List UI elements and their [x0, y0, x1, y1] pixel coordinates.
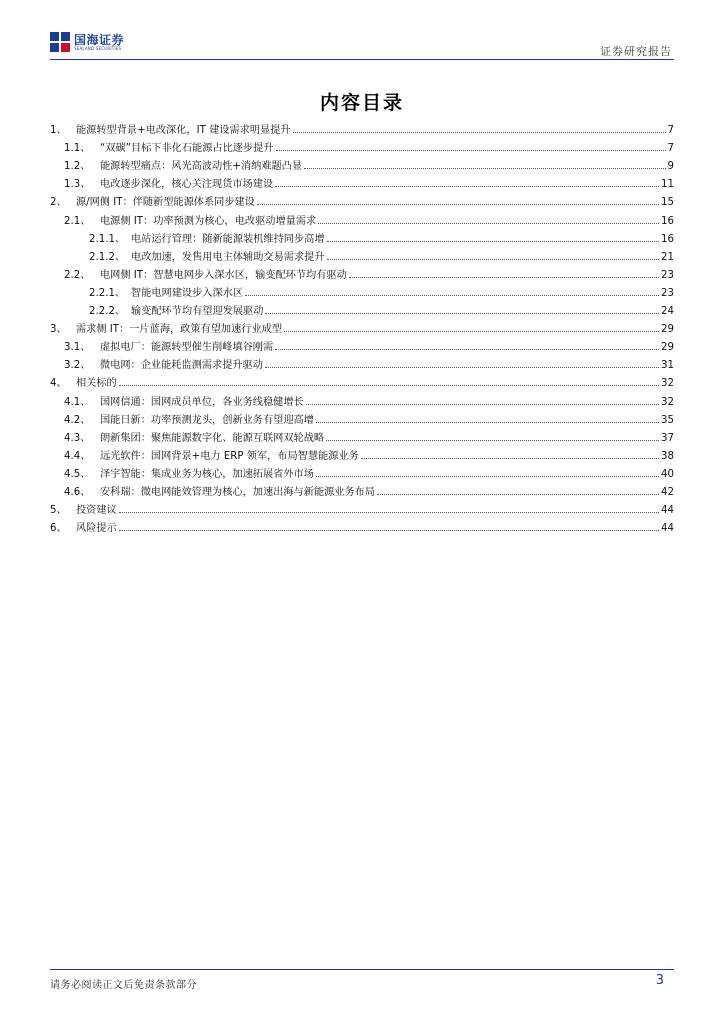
toc-entry[interactable] [50, 136, 674, 154]
page-number: 3 [655, 973, 664, 988]
toc-entry-title: 微电网：企业能耗监测需求提升驱动 [100, 360, 263, 372]
toc-entry-number: 2.1.2、 [89, 251, 126, 263]
toc-leader-dots [265, 366, 659, 368]
toc-entry[interactable] [50, 462, 674, 480]
toc-entry-title: 相关标的 [76, 378, 117, 390]
toc-entry-title: 国网信通：国网成员单位，各业务线稳健增长 [100, 396, 304, 408]
toc-leader-dots [316, 421, 659, 423]
toc-entry-number: 4.6、 [64, 486, 91, 498]
toc-leader-dots [306, 403, 659, 405]
toc-entry-number: 4.3、 [64, 432, 91, 444]
toc-entry[interactable] [50, 389, 674, 407]
toc-entry-page: 38 [661, 450, 674, 462]
toc-entry-title: 国能日新：功率预测龙头，创新业务有望迎高增 [100, 414, 314, 426]
toc-entry-number: 1、 [50, 125, 67, 137]
toc-entry-page: 44 [661, 505, 674, 517]
toc-entry-number: 1.3、 [64, 179, 91, 191]
toc-entry-page: 44 [661, 523, 674, 535]
toc-entry-page: 16 [661, 233, 674, 245]
toc-entry[interactable] [50, 172, 674, 190]
toc-entry-title: 远光软件：国网背景+电力 ERP 领军，布局智慧能源业务 [100, 450, 359, 462]
toc-entry-page: 29 [661, 324, 674, 336]
toc-entry-title: 泽宇智能：集成业务为核心，加速拓展省外市场 [100, 468, 314, 480]
toc-entry-title: 电源侧 IT：功率预测为核心，电改驱动增量需求 [100, 215, 317, 227]
toc-entry-number: 4.2、 [64, 414, 91, 426]
toc-leader-dots [119, 511, 659, 513]
footer-disclaimer: 请务必阅读正文后免责条款部分 [50, 980, 197, 991]
toc-leader-dots [265, 312, 659, 314]
logo-name-cn: 国海证券 [74, 32, 125, 47]
toc-entry[interactable] [50, 299, 674, 317]
toc-leader-dots [284, 330, 659, 332]
toc-entry-number: 4.1、 [64, 396, 91, 408]
toc-entry-number: 4、 [50, 378, 67, 390]
page-header [0, 0, 724, 62]
toc-entry-number: 4.5、 [64, 468, 91, 480]
toc-entry-title: 投资建议 [76, 505, 117, 517]
toc-leader-dots [327, 258, 659, 260]
toc-entry-number: 3.1、 [64, 342, 91, 354]
toc-entry-page: 35 [661, 414, 674, 426]
toc-entry-page: 7 [667, 143, 674, 155]
toc-entry-title: 电网侧 IT：智慧电网步入深水区，输变配环节均有驱动 [100, 269, 347, 281]
toc-entry-number: 2.1.1、 [89, 233, 126, 245]
toc-leader-dots [119, 384, 659, 386]
header-divider [50, 59, 674, 60]
toc-entry[interactable] [50, 118, 674, 136]
toc-entry-title: 源/网侧 IT：伴随新型能源体系同步建设 [76, 197, 255, 209]
toc-entry-page: 24 [661, 306, 674, 318]
report-type-label: 证券研究报告 [600, 45, 672, 58]
toc-leader-dots [377, 493, 659, 495]
toc-entry-title: 电改加速，发售用电主体辅助交易需求提升 [131, 251, 325, 263]
toc-entry-title: 需求侧 IT：一片蓝海，政策有望加速行业成型 [76, 324, 283, 336]
toc-entry[interactable] [50, 426, 674, 444]
toc-leader-dots [276, 149, 666, 151]
toc-entry-title: 智能电网建设步入深水区 [131, 287, 244, 299]
toc-entry-page: 42 [661, 486, 674, 498]
toc-entry[interactable] [50, 335, 674, 353]
toc-leader-dots [349, 276, 659, 278]
toc-entry-title: 风险提示 [76, 523, 117, 535]
toc-entry-title: 安科瑞：微电网能效管理为核心，加速出海与新能源业务布局 [100, 486, 376, 498]
toc-entry-title: 能源转型痛点：风光高波动性+消纳难题凸显 [100, 161, 303, 173]
toc-leader-dots [119, 529, 659, 531]
page-title: 内容目录 [319, 92, 404, 114]
toc-entry[interactable] [50, 498, 674, 516]
toc-entry-page: 23 [661, 287, 674, 299]
toc-entry-page: 31 [661, 360, 674, 372]
toc-entry-title: 能源转型背景+电改深化，IT 建设需求明显提升 [76, 125, 291, 137]
toc-leader-dots [245, 294, 659, 296]
toc-leader-dots [327, 240, 659, 242]
toc-entry[interactable] [50, 444, 674, 462]
toc-entry-page: 32 [661, 378, 674, 390]
toc-entry-number: 2.2.1、 [89, 287, 126, 299]
toc-entry-number: 2、 [50, 197, 67, 209]
table-of-contents [50, 118, 674, 534]
toc-entry[interactable] [50, 317, 674, 335]
footer-divider [50, 969, 674, 970]
toc-entry-number: 2.1、 [64, 215, 91, 227]
logo-name-en: SEALAND SECURITIES [74, 45, 122, 51]
toc-entry-title: 电站运行管理：随新能源装机维持同步高增 [131, 233, 325, 245]
toc-entry[interactable] [50, 227, 674, 245]
toc-entry-title: 电改逐步深化，核心关注现货市场建设 [100, 179, 274, 191]
toc-entry-page: 23 [661, 269, 674, 281]
toc-leader-dots [257, 203, 659, 205]
toc-entry[interactable] [50, 516, 674, 534]
toc-entry[interactable] [50, 353, 674, 371]
toc-entry-number: 5、 [50, 505, 67, 517]
logo-text [74, 34, 124, 51]
logo-mark-icon [50, 32, 70, 52]
toc-entry-page: 32 [661, 396, 674, 408]
toc-entry-page: 37 [661, 432, 674, 444]
toc-leader-dots [361, 457, 659, 459]
toc-entry-title: “双碳”目标下非化石能源占比逐步提升 [100, 143, 274, 155]
toc-entry[interactable] [50, 190, 674, 208]
toc-entry[interactable] [50, 281, 674, 299]
toc-leader-dots [275, 348, 659, 350]
toc-entry[interactable] [50, 480, 674, 498]
toc-entry-number: 2.2.2、 [89, 306, 126, 318]
toc-entry-page: 15 [661, 197, 674, 209]
toc-entry[interactable] [50, 263, 674, 281]
toc-entry[interactable] [50, 154, 674, 172]
toc-entry-number: 2.2、 [64, 269, 91, 281]
toc-leader-dots [304, 167, 665, 169]
toc-entry-number: 3.2、 [64, 360, 91, 372]
toc-entry[interactable] [50, 408, 674, 426]
toc-entry-page: 16 [661, 215, 674, 227]
toc-leader-dots [326, 439, 659, 441]
toc-entry[interactable] [50, 208, 674, 226]
toc-entry-title: 朗新集团：聚焦能源数字化、能源互联网双轮战略 [100, 432, 325, 444]
toc-entry-number: 3、 [50, 324, 67, 336]
toc-entry[interactable] [50, 245, 674, 263]
toc-entry-page: 21 [661, 251, 674, 263]
toc-entry[interactable] [50, 371, 674, 389]
toc-entry-page: 9 [667, 161, 674, 173]
toc-leader-dots [275, 185, 659, 187]
toc-entry-page: 29 [661, 342, 674, 354]
company-logo [50, 32, 124, 52]
toc-leader-dots [318, 222, 659, 224]
toc-entry-page: 11 [661, 179, 674, 191]
toc-entry-number: 4.4、 [64, 450, 91, 462]
toc-entry-title: 虚拟电厂：能源转型催生削峰填谷刚需 [100, 342, 274, 354]
toc-entry-number: 6、 [50, 523, 67, 535]
toc-entry-page: 7 [667, 125, 674, 137]
toc-entry-number: 1.2、 [64, 161, 91, 173]
toc-entry-number: 1.1、 [64, 143, 91, 155]
toc-leader-dots [316, 475, 659, 477]
toc-entry-page: 40 [661, 468, 674, 480]
toc-leader-dots [293, 131, 666, 133]
toc-entry-title: 输变配环节均有望迎发展驱动 [131, 306, 264, 318]
